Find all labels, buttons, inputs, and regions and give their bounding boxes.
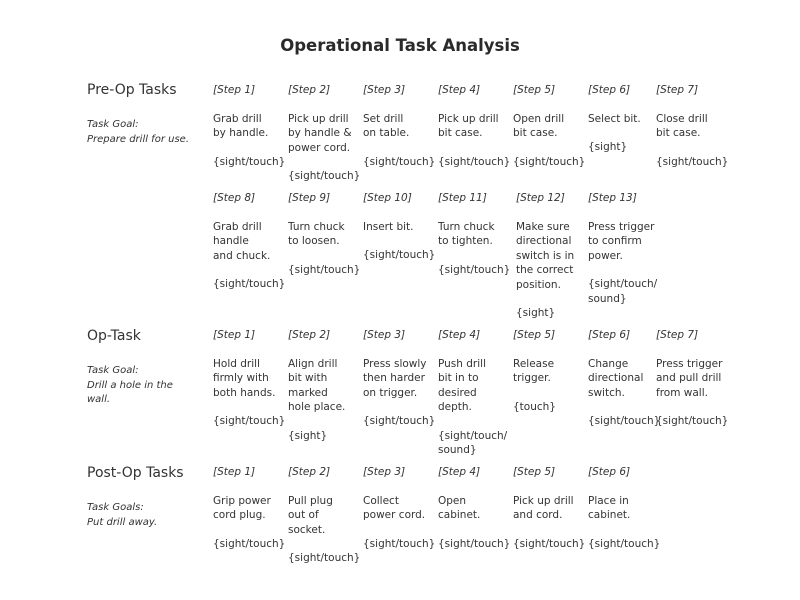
task-goal-post-op	[87, 501, 197, 530]
step-description: Align drill bit with marked hole place.	[288, 357, 346, 413]
step-senses: {sight/touch}	[438, 263, 511, 276]
step-label: [Step 2]	[288, 84, 331, 96]
step-label: [Step 6]	[588, 84, 631, 96]
step-label: [Step 8]	[213, 192, 256, 204]
step-pre-op-1	[213, 83, 289, 169]
step-label: [Step 7]	[656, 329, 699, 341]
step-senses: {sight/touch}	[213, 278, 286, 290]
step-senses: {sight/touch}	[213, 537, 286, 550]
task-goal-label: Task Goal:	[87, 119, 139, 130]
step-label: [Step 3]	[363, 466, 406, 478]
step-label: [Step 7]	[656, 84, 699, 96]
step-senses: {sight/touch}	[513, 155, 586, 168]
step-pre-op-13	[588, 191, 664, 306]
step-pre-op-6	[588, 83, 664, 155]
step-label: [Step 1]	[213, 84, 256, 96]
step-description: Collect power cord.	[363, 494, 426, 521]
step-senses: {sight/touch/ sound}	[438, 429, 508, 456]
step-pre-op-7	[656, 83, 732, 169]
step-post-op-2	[288, 465, 364, 566]
step-pre-op-8	[213, 191, 289, 292]
step-description: Close drill bit case.	[656, 112, 708, 139]
task-goal-text: Drill a hole in the wall.	[87, 379, 173, 405]
step-op-task-1	[213, 328, 289, 429]
step-label: [Step 9]	[288, 192, 331, 204]
task-goal-text: Prepare drill for use.	[87, 133, 189, 145]
step-description: Press trigger to confirm power.	[588, 220, 655, 262]
step-label: [Step 5]	[513, 329, 556, 341]
task-goal-op-task	[87, 364, 182, 408]
step-label: [Step 4]	[438, 84, 481, 96]
step-label: [Step 12]	[516, 192, 565, 204]
step-senses: {sight/touch}	[288, 263, 361, 276]
step-senses: {sight/touch}	[363, 415, 436, 427]
step-senses: {sight/touch}	[213, 155, 286, 168]
step-post-op-4	[438, 465, 514, 551]
step-pre-op-9	[288, 191, 364, 277]
step-label: [Step 11]	[438, 192, 487, 204]
step-description: Pick up drill by handle & power cord.	[288, 112, 352, 154]
step-description: Select bit.	[588, 112, 641, 125]
step-pre-op-3	[363, 83, 439, 169]
step-description: Place in cabinet.	[588, 494, 631, 521]
step-senses: {sight/touch}	[288, 552, 361, 564]
step-senses: {sight/touch}	[363, 249, 436, 261]
step-senses: {sight/touch}	[656, 415, 729, 427]
step-label: [Step 13]	[588, 192, 637, 204]
step-senses: {sight/touch}	[363, 155, 436, 168]
step-senses: {sight}	[516, 307, 556, 319]
step-senses: {touch}	[513, 400, 556, 413]
step-description: Pick up drill bit case.	[438, 112, 499, 139]
step-description: Turn chuck to loosen.	[288, 220, 345, 247]
step-description: Make sure directional switch is in the correct position.	[516, 220, 575, 291]
step-post-op-1	[213, 465, 289, 551]
step-senses: {sight}	[288, 429, 328, 442]
step-pre-op-2	[288, 83, 364, 184]
step-senses: {sight/touch}	[438, 155, 511, 168]
step-post-op-6	[588, 465, 664, 551]
step-op-task-2	[288, 328, 364, 443]
task-goal-pre-op	[87, 118, 197, 147]
step-senses: {sight/touch/ sound}	[588, 278, 658, 305]
step-senses: {sight/touch}	[288, 170, 361, 182]
step-label: [Step 4]	[438, 466, 481, 478]
task-goal-text: Put drill away.	[87, 516, 158, 528]
step-senses: {sight/touch}	[656, 155, 729, 168]
step-description: Grip power cord plug.	[213, 494, 271, 521]
step-description: Change directional switch.	[588, 357, 644, 399]
task-goal-label: Task Goals:	[87, 502, 144, 513]
step-pre-op-10	[363, 191, 439, 263]
step-senses: {sight/touch}	[438, 537, 511, 550]
step-post-op-5	[513, 465, 589, 551]
step-label: [Step 1]	[213, 466, 256, 478]
section-title-post-op: Post-Op Tasks	[87, 465, 184, 481]
task-goal-label: Task Goal:	[87, 365, 139, 376]
step-label: [Step 3]	[363, 329, 406, 341]
step-description: Open drill bit case.	[513, 112, 565, 139]
step-description: Pull plug out of socket.	[288, 494, 333, 536]
step-description: Hold drill firmly with both hands.	[213, 357, 276, 399]
step-senses: {sight/touch}	[213, 415, 286, 427]
step-description: Press trigger and pull drill from wall.	[656, 357, 723, 399]
step-label: [Step 5]	[513, 466, 556, 478]
step-op-task-5	[513, 328, 589, 414]
step-senses: {sight/touch}	[588, 537, 661, 550]
step-description: Insert bit.	[363, 220, 414, 233]
step-label: [Step 10]	[363, 192, 412, 204]
step-senses: {sight}	[588, 141, 628, 153]
step-pre-op-11	[438, 191, 514, 277]
step-label: [Step 6]	[588, 329, 631, 341]
step-description: Open cabinet.	[438, 494, 481, 521]
step-label: [Step 6]	[588, 466, 631, 478]
step-op-task-3	[363, 328, 439, 429]
page-title: Operational Task Analysis	[280, 36, 520, 55]
step-op-task-6	[588, 328, 664, 429]
step-label: [Step 3]	[363, 84, 406, 96]
step-description: Turn chuck to tighten.	[438, 220, 495, 247]
step-description: Grab drill handle and chuck.	[213, 220, 271, 262]
step-label: [Step 5]	[513, 84, 556, 96]
step-description: Set drill on table.	[363, 112, 410, 139]
step-pre-op-5	[513, 83, 589, 169]
step-label: [Step 2]	[288, 466, 331, 478]
step-pre-op-4	[438, 83, 514, 169]
step-senses: {sight/touch}	[513, 537, 586, 550]
step-description: Push drill bit in to desired depth.	[438, 357, 486, 413]
step-description: Grab drill by handle.	[213, 112, 269, 139]
step-label: [Step 2]	[288, 329, 331, 341]
step-label: [Step 4]	[438, 329, 481, 341]
section-title-pre-op: Pre-Op Tasks	[87, 82, 177, 98]
step-label: [Step 1]	[213, 329, 256, 341]
step-pre-op-12	[516, 191, 588, 321]
step-description: Press slowly then harder on trigger.	[363, 357, 427, 399]
step-description: Pick up drill and cord.	[513, 494, 574, 521]
step-post-op-3	[363, 465, 439, 551]
section-title-op-task: Op-Task	[87, 328, 141, 344]
step-op-task-7	[656, 328, 732, 429]
step-op-task-4	[438, 328, 514, 458]
step-senses: {sight/touch}	[588, 415, 661, 427]
step-description: Release trigger.	[513, 357, 555, 384]
step-senses: {sight/touch}	[363, 537, 436, 550]
